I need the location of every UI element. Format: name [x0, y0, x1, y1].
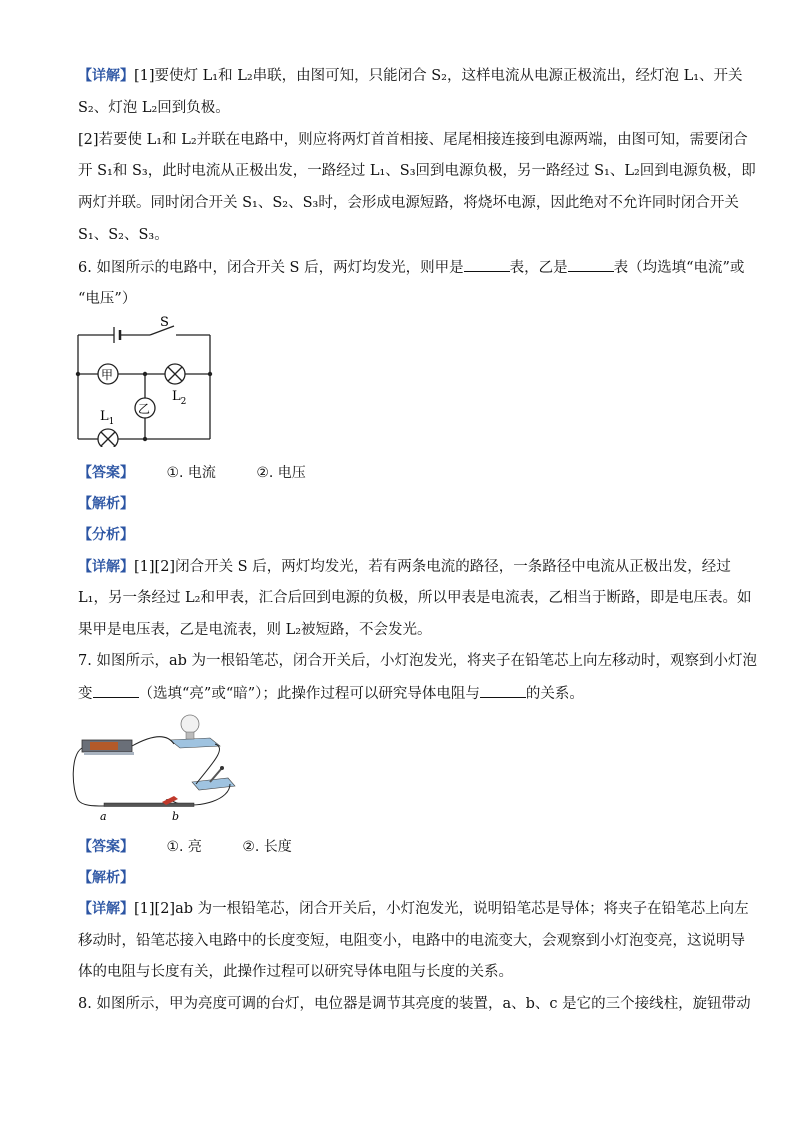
q7-stem-b: 变: [78, 686, 93, 702]
q5-detail-line-2: S₂、灯泡 L₂回到负极。: [78, 100, 230, 116]
q7-detail-text-1: [1][2]ab 为一根铅笔芯，闭合开关后，小灯泡发光，说明铅笔芯是导体；将夹子在铅笔芯上向左: [134, 901, 749, 917]
q7-stem-line-1: 7. 如图所示，ab 为一根铅笔芯，闭合开关后，小灯泡发光，将夹子在铅笔芯上向左移动时，观察到小灯泡: [78, 653, 757, 669]
q5-detail-line-6: S₁、S₂、S₃。: [78, 227, 169, 243]
q6-analysis-tag: 【解析】: [78, 496, 134, 512]
q6-answer-1: ①. 电流: [166, 465, 216, 481]
q7-detail-line-2: 移动时，铅笔芯接入电路中的长度变短，电阻变小，电路中的电流变大，会观察到小灯泡变亮，这说明导: [78, 933, 745, 949]
q5-text-1: [1]要使灯 L₁和 L₂串联，由图可知，只能闭合 S₂，这样电流从电源正极流出，经灯泡 L₁、开关: [134, 68, 743, 84]
answer-tag: 【答案】: [78, 839, 134, 855]
q7-stem-c: （选填“亮”或“暗”）；此操作过程可以研究导体电阻与: [138, 686, 480, 702]
q7-blank-1: [93, 683, 139, 698]
endpoint-a-label: a: [100, 810, 107, 823]
detail-tag: 【详解】: [78, 901, 134, 917]
q7-answer-1: ①. 亮: [166, 839, 202, 855]
q6-detail-text-1: [1][2]闭合开关 S 后，两灯均发光，若有两条电流的路径，一条路径中电流从正极出发，经过: [134, 559, 731, 575]
q7-analysis-tag: 【解析】: [78, 870, 134, 886]
q6-circuit-diagram: [70, 312, 220, 447]
meter-jia-label: 甲: [101, 368, 114, 382]
meter-yi-label: 乙: [138, 402, 151, 416]
q6-detail-line-3: 果甲是电压表，乙是电流表，则 L₂被短路，不会发光。: [78, 622, 432, 638]
q6-stem-c: 表（均选填“电流”或: [613, 260, 745, 276]
q6-stem-b: 表，乙是: [509, 260, 568, 276]
lamp-l1-label: $L_1$: [100, 409, 115, 427]
q7-detail-line-1: [78, 899, 749, 919]
answer-tag: 【答案】: [78, 465, 134, 481]
q5-detail-line-3: [2]若要使 L₁和 L₂并联在电路中，则应将两灯首首相接、尾尾相接连接到电源两端，由图可知，需要闭合: [78, 132, 748, 148]
q7-detail-line-3: 体的电阻与长度有关，此操作过程可以研究导体电阻与长度的关系。: [78, 964, 513, 980]
endpoint-b-label: b: [172, 810, 180, 823]
q6-stem: [78, 257, 744, 278]
detail-tag: 【详解】: [78, 68, 134, 84]
q5-detail-line-1: [78, 66, 743, 86]
q5-detail-line-4: 开 S₁和 S₃，此时电流从正极出发，一路经过 L₁、S₃回到电源负极，另一路经过 S₁、L₂回到电源负极，即: [78, 163, 756, 179]
q6-answer: [78, 463, 312, 483]
q6-stem-a: 6. 如图所示的电路中，闭合开关 S 后，两灯均发光，则甲是: [78, 260, 464, 276]
q6-blank-2: [568, 257, 614, 272]
lamp-l2-label: $L_2$: [172, 389, 187, 407]
q7-stem-d: 的关系。: [525, 686, 584, 702]
q7-stem-line-2: [78, 683, 584, 704]
q7-blank-2: [480, 683, 526, 698]
q7-answer-2: ②. 长度: [242, 839, 292, 855]
q6-answer-2: ②. 电压: [256, 465, 306, 481]
q6-fenxi-tag: 【分析】: [78, 527, 134, 543]
q6-stem-line-2: “电压”）: [78, 291, 137, 307]
q7-apparatus-illustration: [70, 710, 240, 825]
detail-tag: 【详解】: [78, 559, 134, 575]
switch-label: S: [160, 315, 169, 330]
q6-detail-line-1: [78, 557, 731, 577]
q7-answer: [78, 837, 298, 857]
q6-detail-line-2: L₁，另一条经过 L₂和甲表，汇合后回到电源的负极，所以甲表是电流表，乙相当于断路，即是电压表。如: [78, 590, 752, 606]
q8-stem-line-1: 8. 如图所示，甲为亮度可调的台灯，电位器是调节其亮度的装置，a、b、c 是它的三个接线柱，旋钮带动: [78, 996, 751, 1012]
q6-blank-1: [464, 257, 510, 272]
q5-detail-line-5: 两灯并联。同时闭合开关 S₁、S₂、S₃时，会形成电源短路，将烧坏电源，因此绝对不允许同时闭合开关: [78, 195, 739, 211]
